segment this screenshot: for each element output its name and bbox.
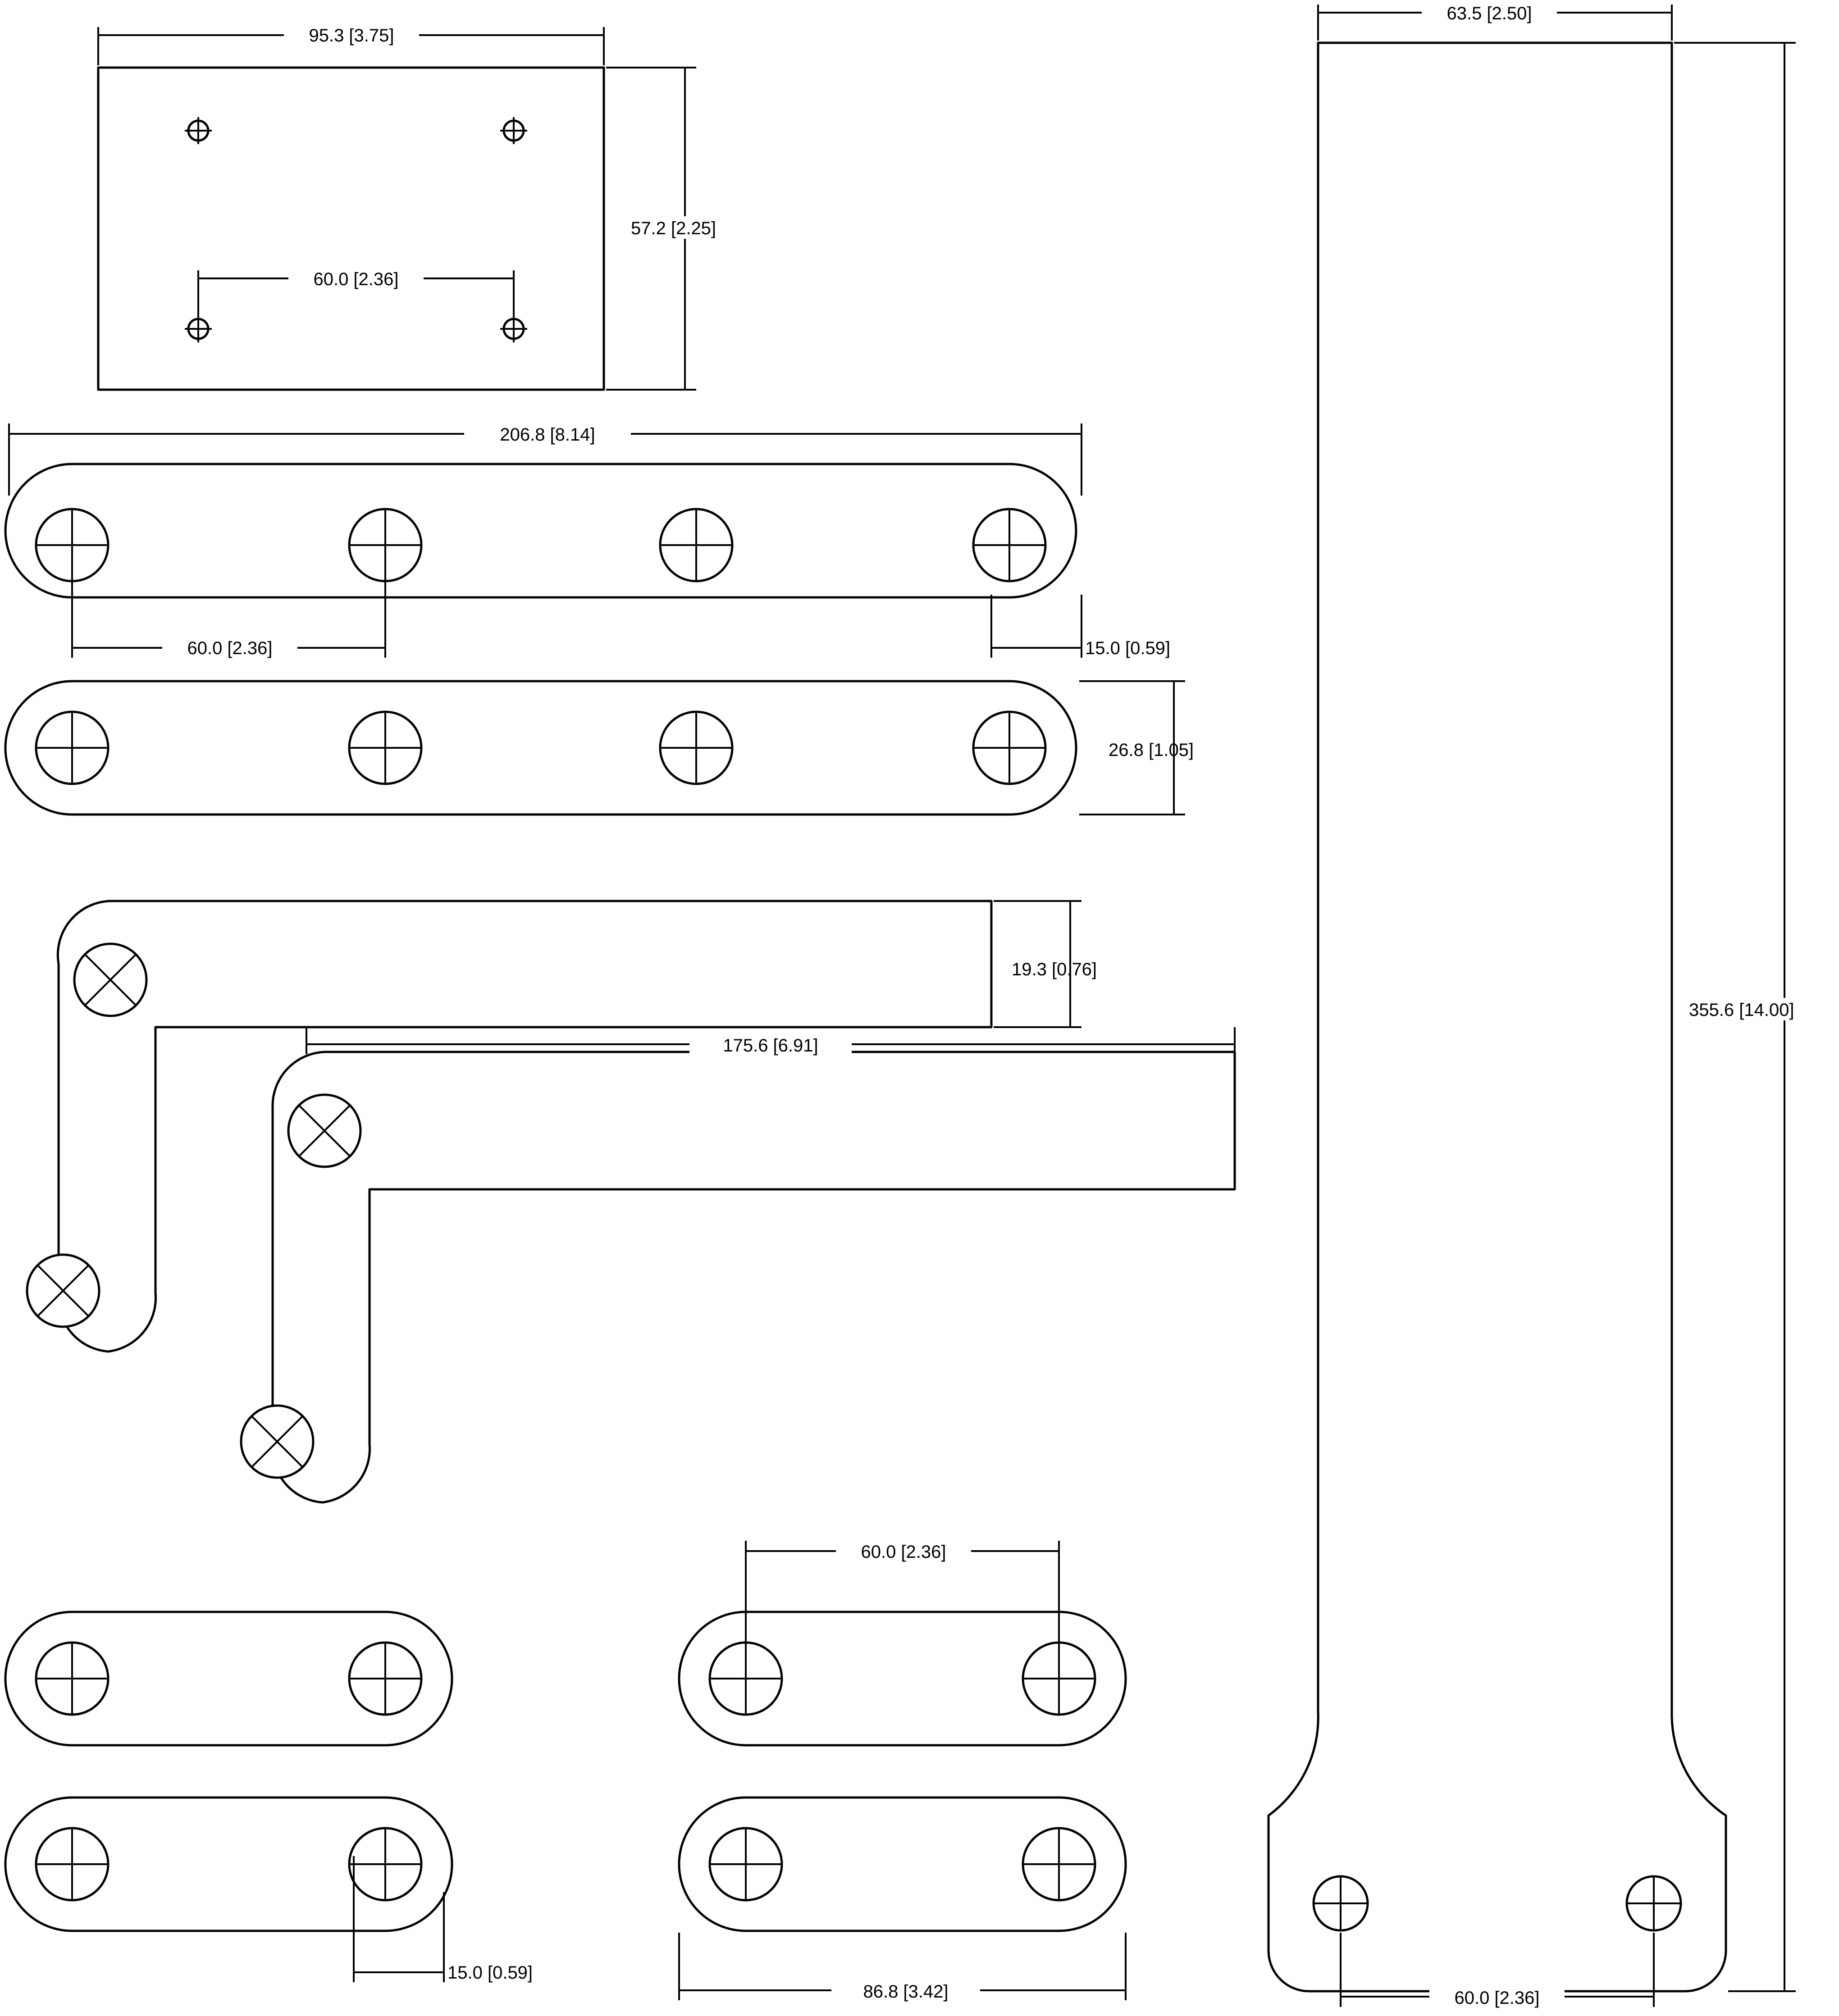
link-hole — [349, 1643, 421, 1715]
dim-label-plate-width: 95.3 [3.75] — [309, 26, 394, 46]
dim-label-link-hole-spacing: 60.0 [2.36] — [187, 638, 273, 658]
long-link-lower — [5, 681, 1076, 815]
column-foot-hole — [1314, 1876, 1368, 1930]
dimension-link-width — [1079, 681, 1194, 815]
long-link-upper — [5, 464, 1076, 597]
dim-label-pad-hole-spacing: 60.0 [2.36] — [861, 1542, 946, 1562]
link-hole — [660, 509, 732, 581]
dimension-angle-arm-width — [994, 901, 1097, 1027]
column-foot-hole — [1627, 1876, 1681, 1930]
dim-label-link-length: 206.8 [8.14] — [500, 425, 595, 445]
link-hole — [973, 712, 1045, 784]
link-hole — [349, 509, 421, 581]
link-hole — [36, 1643, 108, 1715]
link-hole — [36, 509, 108, 581]
dimension-pad-length — [679, 1933, 1126, 2002]
dim-label-column-foot-hole-spacing: 60.0 [2.36] — [1454, 1988, 1540, 2008]
column-leg — [1269, 43, 1726, 1991]
dimension-column-width — [1318, 2, 1672, 41]
link-hole — [710, 1643, 782, 1715]
dimension-plate-width — [98, 25, 604, 65]
link-hole — [973, 509, 1045, 581]
link-hole — [349, 1828, 421, 1900]
dim-label-angle-arm-width: 19.3 [0.76] — [1012, 960, 1097, 979]
pad-link-lower — [679, 1798, 1126, 1931]
dim-label-link-end-offset: 15.0 [0.59] — [1085, 638, 1171, 658]
dim-label-plate-height: 57.2 [2.25] — [631, 218, 716, 238]
dim-label-column-height: 355.6 [14.00] — [1689, 1000, 1794, 1020]
link-hole — [1023, 1643, 1095, 1715]
dim-label-column-width: 63.5 [2.50] — [1447, 4, 1532, 23]
link-hole — [36, 712, 108, 784]
bracket-hole — [288, 1095, 360, 1167]
dim-label-pad-length: 86.8 [3.42] — [863, 1982, 949, 2002]
link-hole — [660, 712, 732, 784]
link-hole — [349, 712, 421, 784]
link-hole — [36, 1828, 108, 1900]
link-hole — [1023, 1828, 1095, 1900]
bracket-hole — [241, 1406, 313, 1478]
mounting-plate — [98, 68, 604, 390]
dimension-plate-height — [606, 68, 748, 390]
bracket-hole — [27, 1255, 99, 1327]
short-link-left-lower — [5, 1798, 452, 1931]
dimension-column-height — [1674, 43, 1834, 1991]
dim-label-short-link-end-offset: 15.0 [0.59] — [447, 1963, 533, 1983]
short-link-left-upper — [5, 1612, 452, 1745]
angle-bracket-lower — [241, 1052, 1235, 1502]
dimension-link-end-offset — [991, 595, 1170, 658]
bracket-hole — [74, 944, 146, 1016]
dim-label-link-width: 26.8 [1.05] — [1109, 740, 1194, 760]
dim-label-plate-hole-spacing: 60.0 [2.36] — [313, 269, 399, 289]
dim-label-angle-arm-length: 175.6 [6.91] — [723, 1036, 818, 1056]
link-hole — [710, 1828, 782, 1900]
